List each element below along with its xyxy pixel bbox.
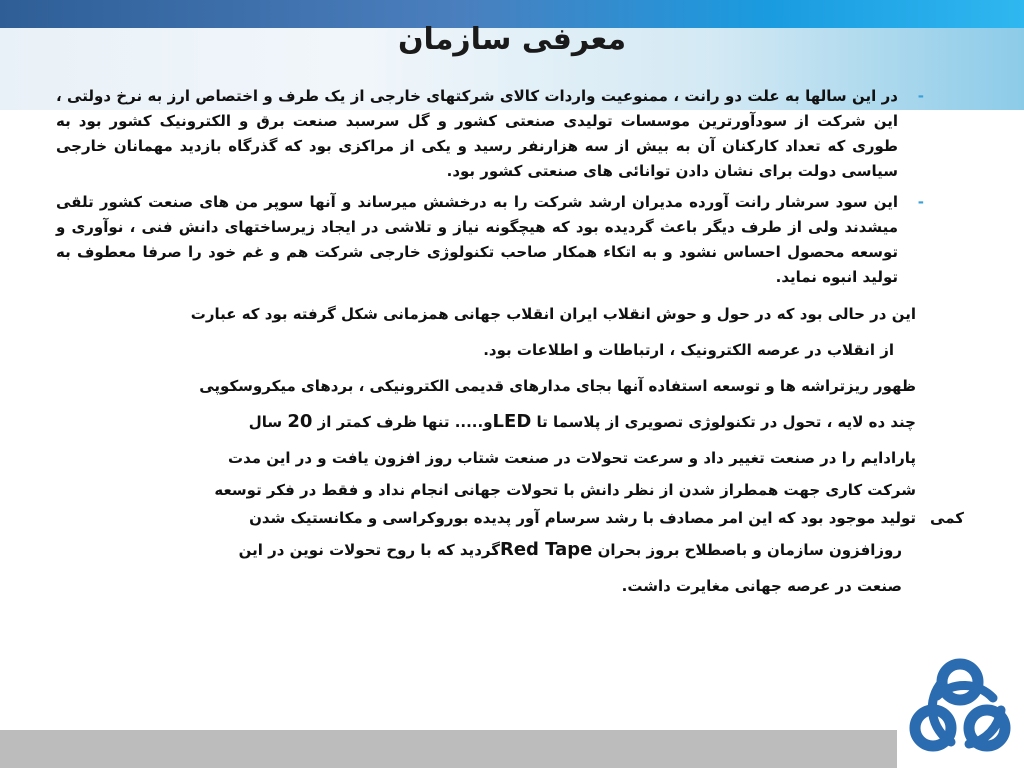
triple-swirl-logo-icon [897,642,1024,768]
paragraph-text: روزافزون سازمان و باصطلاح بروز بحران [592,541,902,559]
slide-title: معرفی سازمان [397,22,627,57]
paragraph-line: پارادایم را در صنعت تغییر داد و سرعت تحولات در صنعت شتاب روز افزون یافت و در این مدت [228,449,916,467]
side-word-kami: کمی [930,509,964,527]
bullet-text: این سود سرشار رانت آورده مدیران ارشد شرکت را به درخشش میرساند و آنها سوپر من های صنعت کشور تلقی میشدند ولی از طرف دیگر باعث گردیده بود که هیچگونه نیاز و تلاشی در ایجاد زیرساختهای دانش فنی ، نوآوری و توسعه محصول احساس نشود و به اتکاء همکار صاحب تکنولوژی خارجی شرکت هم و غم خود را صرفا معطوف به تولید انبوه نماید. [56,193,898,286]
paragraph-line [56,404,916,440]
bullet-item [56,84,924,184]
led-term: LED [492,411,532,432]
bullet-item [56,190,924,290]
paragraph-line: شرکت کاری جهت همطراز شدن از نظر دانش با تحولات جهانی انجام نداد و فقط در فکر توسعه [214,481,916,499]
red-tape-term: Red Tape [499,539,593,560]
paragraph-line [56,532,916,568]
paragraph-text: چند ده لایه ، تحول در تکنولوژی تصویری از پلاسما تا [531,413,916,431]
paragraph-line: صنعت در عرصه جهانی مغایرت داشت. [621,577,902,595]
paragraph-text: گردید که با روح تحولات نوین در این [238,541,500,559]
bottom-footer-bar [0,730,1024,768]
paragraph-line: از انقلاب در عرصه الکترونیک ، ارتباطات و اطلاعات بود. [483,341,894,359]
company-logo [897,642,1024,768]
paragraph-text: تولید موجود بود که این امر مصادف با رشد سرسام آور پدیده بوروکراسی و مکانستیک شدن [249,509,916,527]
paragraph-line: ظهور ریزتراشه ها و توسعه استفاده آنها بجای مدارهای قدیمی الکترونیکی ، بردهای میکروسکوپی [199,377,916,395]
paragraph-text: سال [248,413,288,431]
slide-content [56,84,964,604]
bullet-text: در این سالها به علت دو رانت ، ممنوعیت واردات کالای شرکتهای خارجی از یک طرف و اختصاص ارز به نرخ دولتی ، این شرکت از سودآورترین موسسات تولیدی صنعتی کشور و گل سرسبد صنعت برق و الکترونیک کشور بود به طوری که تعداد کارکنان آن به بیش از سه هزارنفر رسید و یکی از مراکزی بود که گذرگاه بازدید مهمانان خارجی سیاسی دولت برای نشان دادن توانائی های صنعتی کشور بود. [56,87,898,180]
paragraph-line [56,504,964,532]
years-number: 20 [287,411,313,432]
paragraph-text: و..... تنها ظرف کمتر از [312,413,493,431]
bullet-dash-icon: - [917,193,924,211]
bullet-dash-icon: - [917,87,924,105]
paragraph-line: این در حالی بود که در حول و حوش انقلاب ایران انقلاب جهانی همزمانی شکل گرفته بود که عبارت [190,305,916,323]
